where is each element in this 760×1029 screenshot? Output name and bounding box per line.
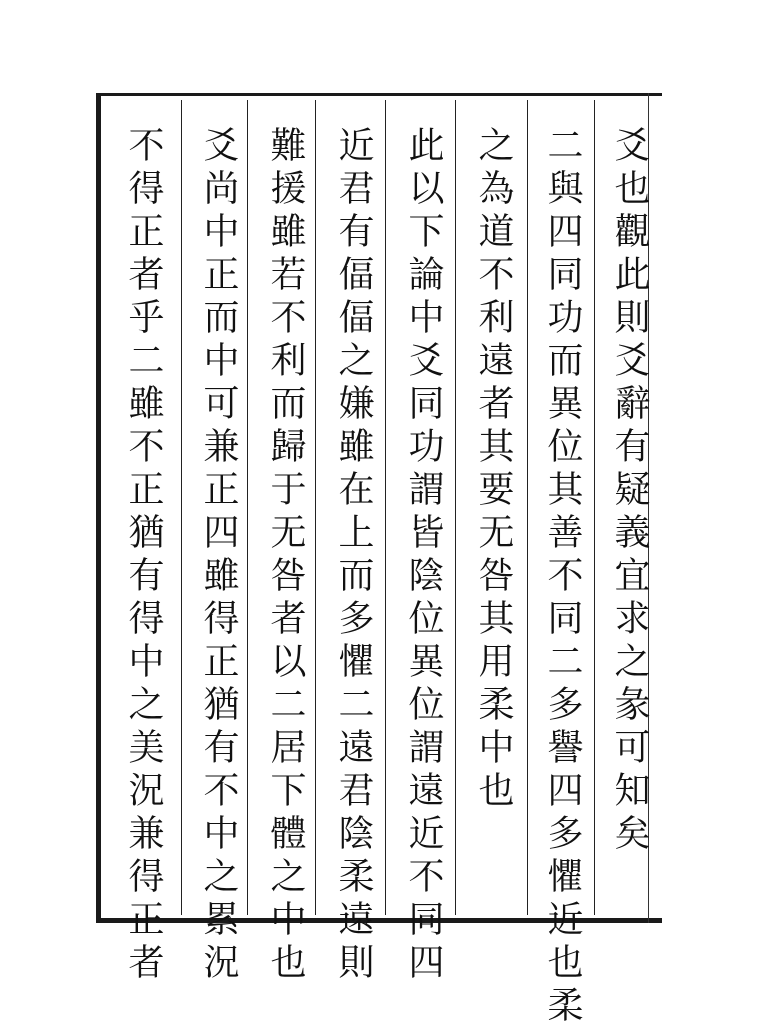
text-column-8: 不得正者乎二雖不正猶有得中之美況兼得正者 [123, 126, 164, 986]
text-column-3: 之為道不利遠者其要无咎其用柔中也 [473, 126, 514, 814]
text-column-5: 近君有偪偪之嫌雖在上而多懼二遠君陰柔遠則 [333, 126, 374, 986]
text-column-2: 二與四同功而異位其善不同二多譽四多懼近也柔 [542, 126, 583, 1029]
column-rule [315, 100, 316, 915]
text-column-7: 爻尚中正而中可兼正四雖得正猶有不中之累況 [198, 126, 239, 986]
text-column-4: 此以下論中爻同功謂皆陰位異位謂遠近不同四 [403, 126, 444, 986]
column-rule [527, 100, 528, 915]
column-rule [385, 100, 386, 915]
column-rule [455, 100, 456, 915]
column-rule [247, 100, 248, 915]
text-column-1: 爻也觀此則爻辭有疑義宜求之彖可知矣 [609, 126, 650, 857]
text-column-6: 難援雖若不利而歸于无咎者以二居下體之中也 [265, 126, 306, 986]
column-rule [594, 100, 595, 915]
column-rule [181, 100, 182, 915]
